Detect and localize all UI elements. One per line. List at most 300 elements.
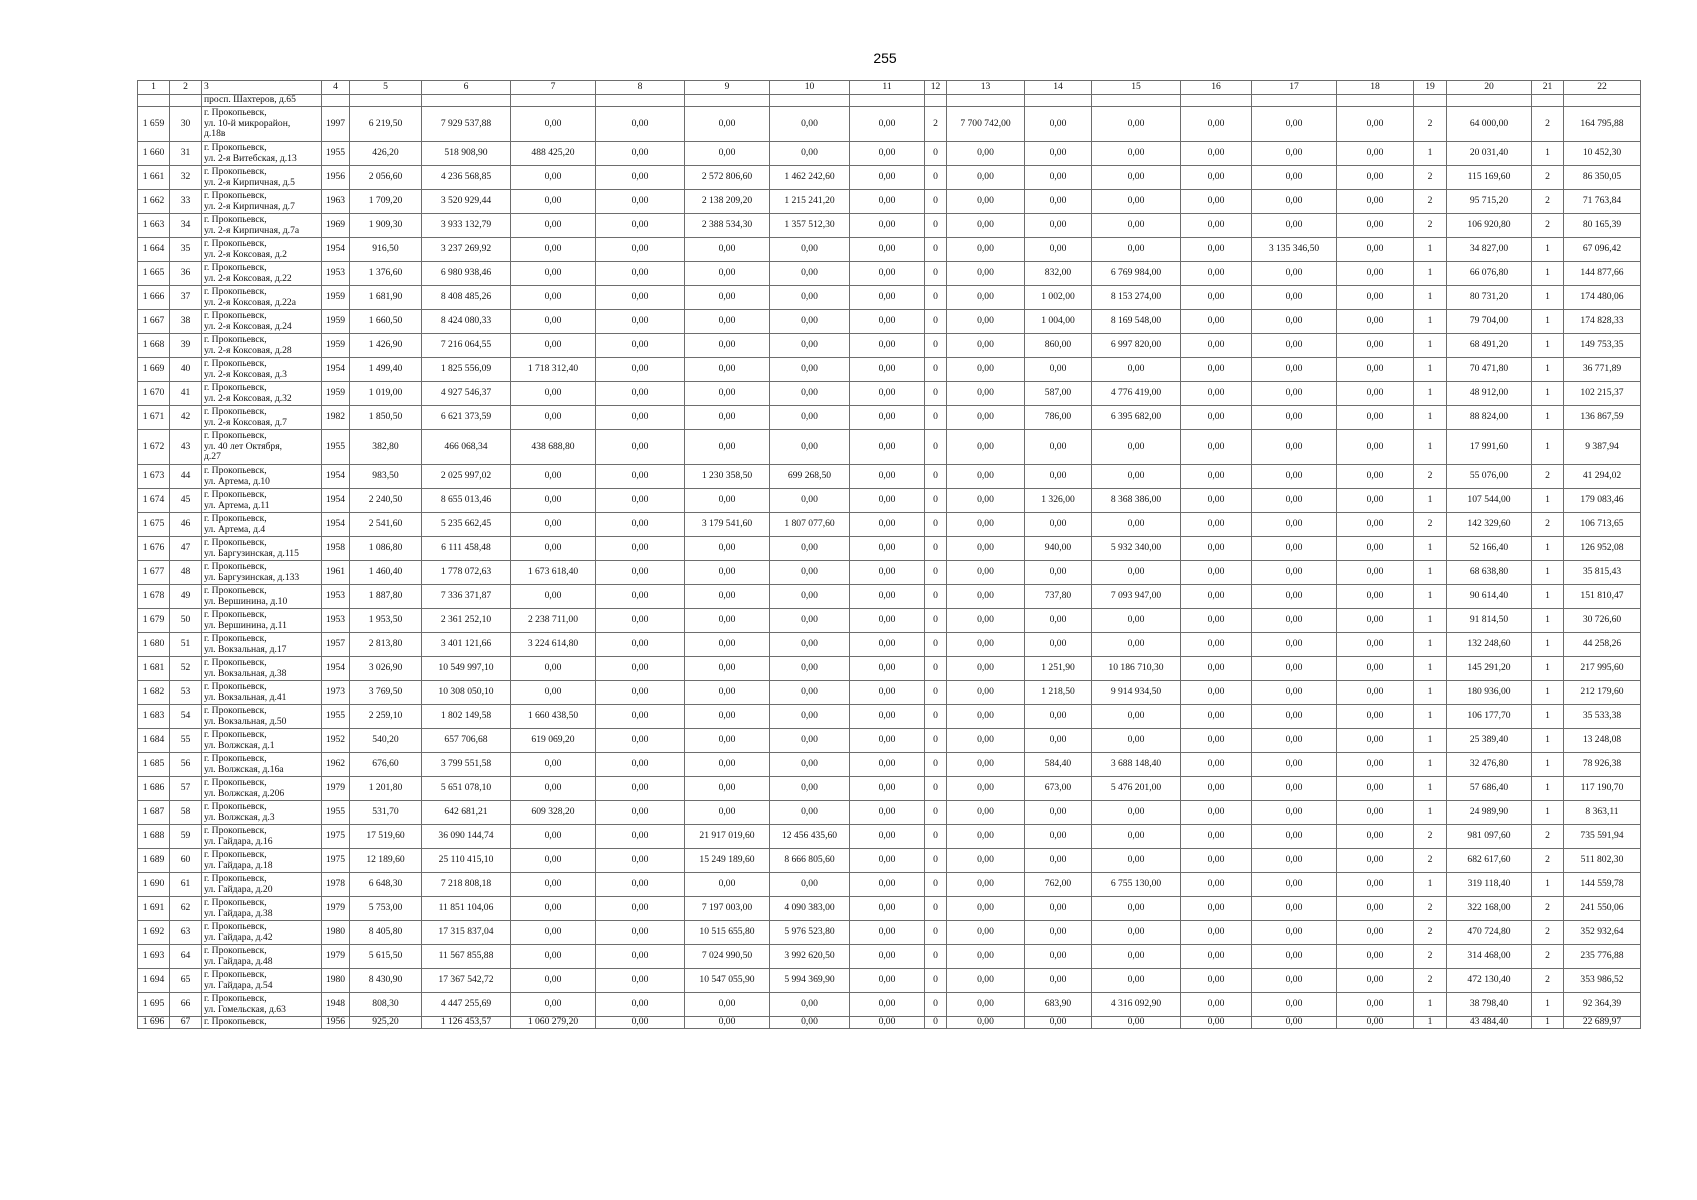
table-cell-col-14: 0,00: [1025, 142, 1092, 166]
table-cell-col-12: 0: [925, 945, 947, 969]
table-cell-col-3: г. Прокопьевск, ул. Вокзальная, д.41: [202, 681, 322, 705]
table-cell-col-17: 0,00: [1252, 969, 1337, 993]
table-cell-col-15: 0,00: [1092, 214, 1181, 238]
table-row: [138, 142, 1641, 166]
table-cell-col-14: 860,00: [1025, 334, 1092, 358]
table-cell-col-20: 106 177,70: [1447, 705, 1532, 729]
table-cell-col-18: 0,00: [1337, 238, 1414, 262]
table-cell-col-22: 22: [1564, 81, 1641, 95]
table-cell-col-15: 0,00: [1092, 801, 1181, 825]
table-cell-col-6: 2 025 997,02: [422, 465, 511, 489]
table-cell-col-19: 1: [1414, 993, 1447, 1017]
table-cell-col-13: 0,00: [947, 993, 1025, 1017]
table-cell-col-16: 0,00: [1181, 873, 1252, 897]
table-cell-col-9: 0,00: [685, 1017, 770, 1029]
table-cell-col-12: [925, 95, 947, 107]
table-cell-col-14: 0,00: [1025, 849, 1092, 873]
table-cell-col-1: 1 695: [138, 993, 170, 1017]
table-cell-col-2: [170, 95, 202, 107]
table-row: [138, 166, 1641, 190]
table-cell-col-11: 0,00: [850, 142, 925, 166]
table-cell-col-2: 34: [170, 214, 202, 238]
table-cell-col-8: 0,00: [596, 382, 685, 406]
table-cell-col-9: 0,00: [685, 286, 770, 310]
table-cell-col-7: 0,00: [511, 262, 596, 286]
table-cell-col-18: 0,00: [1337, 849, 1414, 873]
table-cell-col-7: 1 660 438,50: [511, 705, 596, 729]
table-cell-col-20: 68 491,20: [1447, 334, 1532, 358]
table-cell-col-9: 0,00: [685, 107, 770, 142]
table-cell-col-13: 0,00: [947, 1017, 1025, 1029]
table-cell-col-16: 0,00: [1181, 334, 1252, 358]
page-number: 255: [873, 50, 897, 66]
table-cell-col-1: 1 663: [138, 214, 170, 238]
table-cell-col-14: 0,00: [1025, 238, 1092, 262]
table-cell-col-5: 2 056,60: [350, 166, 422, 190]
table-cell-col-10: 0,00: [770, 430, 850, 465]
table-cell-col-18: 18: [1337, 81, 1414, 95]
table-cell-col-1: 1 682: [138, 681, 170, 705]
table-cell-col-2: 41: [170, 382, 202, 406]
table-cell-col-21: 1: [1532, 238, 1564, 262]
table-cell-col-13: 0,00: [947, 945, 1025, 969]
table-cell-col-15: 0,00: [1092, 1017, 1181, 1029]
table-cell-col-14: [1025, 95, 1092, 107]
table-cell-col-10: 10: [770, 81, 850, 95]
table-cell-col-12: 0: [925, 430, 947, 465]
table-row: [138, 729, 1641, 753]
table-cell-col-3: г. Прокопьевск, ул. Волжская, д.3: [202, 801, 322, 825]
table-row: [138, 945, 1641, 969]
table-cell-col-22: 35 533,38: [1564, 705, 1641, 729]
table-cell-col-4: 1953: [322, 262, 350, 286]
table-cell-col-9: 0,00: [685, 993, 770, 1017]
table-cell-col-7: [511, 95, 596, 107]
table-cell-col-19: 1: [1414, 753, 1447, 777]
table-cell-col-16: 0,00: [1181, 238, 1252, 262]
table-cell-col-22: 8 363,11: [1564, 801, 1641, 825]
table-cell-col-14: 762,00: [1025, 873, 1092, 897]
table-cell-col-21: 1: [1532, 657, 1564, 681]
table-cell-col-15: 0,00: [1092, 190, 1181, 214]
table-cell-col-16: 0,00: [1181, 286, 1252, 310]
table-cell-col-15: 6 769 984,00: [1092, 262, 1181, 286]
table-cell-col-13: 0,00: [947, 142, 1025, 166]
table-cell-col-10: 0,00: [770, 681, 850, 705]
table-cell-col-10: 0,00: [770, 585, 850, 609]
table-cell-col-2: 49: [170, 585, 202, 609]
table-cell-col-13: 0,00: [947, 406, 1025, 430]
table-row: [138, 993, 1641, 1017]
table-cell-col-20: 66 076,80: [1447, 262, 1532, 286]
table-cell-col-21: 1: [1532, 561, 1564, 585]
table-cell-col-1: 1 676: [138, 537, 170, 561]
table-cell-col-22: 144 877,66: [1564, 262, 1641, 286]
table-cell-col-12: 0: [925, 190, 947, 214]
table-cell-col-19: 1: [1414, 777, 1447, 801]
table-cell-col-10: 0,00: [770, 729, 850, 753]
table-cell-col-7: 488 425,20: [511, 142, 596, 166]
table-cell-col-20: 115 169,60: [1447, 166, 1532, 190]
table-cell-col-6: 3 520 929,44: [422, 190, 511, 214]
table-cell-col-22: 212 179,60: [1564, 681, 1641, 705]
table-cell-col-8: 0,00: [596, 214, 685, 238]
table-cell-col-5: 1 460,40: [350, 561, 422, 585]
table-cell-col-4: 1959: [322, 310, 350, 334]
table-cell-col-18: 0,00: [1337, 921, 1414, 945]
table-cell-col-17: 0,00: [1252, 825, 1337, 849]
table-cell-col-6: 10 308 050,10: [422, 681, 511, 705]
table-cell-col-3: г. Прокопьевск, ул. Вершинина, д.10: [202, 585, 322, 609]
table-cell-col-4: 1954: [322, 238, 350, 262]
table-cell-col-22: 144 559,78: [1564, 873, 1641, 897]
table-cell-col-21: 2: [1532, 969, 1564, 993]
table-cell-col-13: 0,00: [947, 705, 1025, 729]
table-cell-col-7: 2 238 711,00: [511, 609, 596, 633]
table-cell-col-18: 0,00: [1337, 142, 1414, 166]
table-cell-col-11: 0,00: [850, 286, 925, 310]
table-cell-col-2: 55: [170, 729, 202, 753]
table-cell-col-9: 0,00: [685, 753, 770, 777]
table-cell-col-2: 32: [170, 166, 202, 190]
table-cell-col-5: 426,20: [350, 142, 422, 166]
table-cell-col-8: 0,00: [596, 585, 685, 609]
table-cell-col-12: 0: [925, 238, 947, 262]
table-cell-col-15: 0,00: [1092, 465, 1181, 489]
table-cell-col-21: 1: [1532, 873, 1564, 897]
table-cell-col-18: 0,00: [1337, 825, 1414, 849]
table-cell-col-5: 8 430,90: [350, 969, 422, 993]
table-cell-col-4: 1980: [322, 921, 350, 945]
table-cell-col-15: 6 997 820,00: [1092, 334, 1181, 358]
table-cell-col-1: 1 687: [138, 801, 170, 825]
table-cell-col-13: 0,00: [947, 729, 1025, 753]
table-cell-col-9: 2 388 534,30: [685, 214, 770, 238]
table-cell-col-18: 0,00: [1337, 993, 1414, 1017]
table-cell-col-11: 0,00: [850, 561, 925, 585]
table-cell-col-4: 1959: [322, 286, 350, 310]
table-cell-col-20: 90 614,40: [1447, 585, 1532, 609]
table-cell-col-19: 2: [1414, 825, 1447, 849]
table-cell-col-19: 2: [1414, 897, 1447, 921]
table-cell-col-5: 1 086,80: [350, 537, 422, 561]
table-cell-col-13: 0,00: [947, 262, 1025, 286]
table-cell-col-4: 1954: [322, 489, 350, 513]
table-cell-col-10: 0,00: [770, 993, 850, 1017]
table-cell-col-10: 0,00: [770, 286, 850, 310]
table-cell-col-4: 1955: [322, 142, 350, 166]
table-cell-col-16: 0,00: [1181, 825, 1252, 849]
table-cell-col-1: 1 689: [138, 849, 170, 873]
table-cell-col-15: 6 755 130,00: [1092, 873, 1181, 897]
table-cell-col-16: 0,00: [1181, 358, 1252, 382]
table-cell-col-18: 0,00: [1337, 262, 1414, 286]
table-cell-col-16: 0,00: [1181, 801, 1252, 825]
table-cell-col-12: 0: [925, 921, 947, 945]
table-cell-col-11: 0,00: [850, 897, 925, 921]
table-cell-col-21: 2: [1532, 190, 1564, 214]
table-cell-col-2: 43: [170, 430, 202, 465]
table-cell-col-6: 3 933 132,79: [422, 214, 511, 238]
table-cell-col-6: 4 927 546,37: [422, 382, 511, 406]
table-cell-col-15: 0,00: [1092, 825, 1181, 849]
table-cell-col-17: 0,00: [1252, 142, 1337, 166]
table-cell-col-15: 8 153 274,00: [1092, 286, 1181, 310]
table-cell-col-15: 0,00: [1092, 142, 1181, 166]
table-cell-col-16: [1181, 95, 1252, 107]
table-cell-col-5: 6 648,30: [350, 873, 422, 897]
table-cell-col-12: 0: [925, 465, 947, 489]
table-cell-col-17: 0,00: [1252, 657, 1337, 681]
table-row: [138, 921, 1641, 945]
table-cell-col-18: 0,00: [1337, 753, 1414, 777]
table-cell-col-9: [685, 95, 770, 107]
table-cell-col-21: 1: [1532, 1017, 1564, 1029]
table-cell-col-8: 0,00: [596, 561, 685, 585]
table-cell-col-17: 0,00: [1252, 753, 1337, 777]
table-cell-col-15: 5 932 340,00: [1092, 537, 1181, 561]
table-cell-col-8: 0,00: [596, 897, 685, 921]
table-cell-col-2: 64: [170, 945, 202, 969]
table-cell-col-15: 0,00: [1092, 430, 1181, 465]
table-cell-col-14: 0,00: [1025, 897, 1092, 921]
table-cell-col-18: 0,00: [1337, 945, 1414, 969]
table-cell-col-5: 5 753,00: [350, 897, 422, 921]
table-cell-col-2: 59: [170, 825, 202, 849]
table-cell-col-6: 7 218 808,18: [422, 873, 511, 897]
table-row: [138, 358, 1641, 382]
table-cell-col-6: 1 825 556,09: [422, 358, 511, 382]
table-cell-col-2: 44: [170, 465, 202, 489]
table-cell-col-18: 0,00: [1337, 561, 1414, 585]
table-cell-col-19: 1: [1414, 334, 1447, 358]
table-cell-col-6: 4 447 255,69: [422, 993, 511, 1017]
table-cell-col-16: 0,00: [1181, 1017, 1252, 1029]
table-row: [138, 537, 1641, 561]
table-cell-col-18: 0,00: [1337, 969, 1414, 993]
table-cell-col-12: 0: [925, 585, 947, 609]
table-cell-col-17: 0,00: [1252, 430, 1337, 465]
table-cell-col-21: 1: [1532, 286, 1564, 310]
table-cell-col-6: 7 929 537,88: [422, 107, 511, 142]
table-cell-col-14: 1 002,00: [1025, 286, 1092, 310]
table-cell-col-21: 1: [1532, 142, 1564, 166]
table-cell-col-4: 1954: [322, 513, 350, 537]
table-cell-col-19: 1: [1414, 729, 1447, 753]
table-cell-col-21: 2: [1532, 166, 1564, 190]
table-cell-col-13: 7 700 742,00: [947, 107, 1025, 142]
table-cell-col-3: г. Прокопьевск, ул. Гайдара, д.48: [202, 945, 322, 969]
table-cell-col-16: 0,00: [1181, 993, 1252, 1017]
table-cell-col-18: 0,00: [1337, 777, 1414, 801]
table-cell-col-8: 0,00: [596, 430, 685, 465]
table-cell-col-21: 1: [1532, 489, 1564, 513]
table-cell-col-22: 22 689,97: [1564, 1017, 1641, 1029]
table-cell-col-8: 0,00: [596, 681, 685, 705]
table-cell-col-9: 0,00: [685, 585, 770, 609]
table-cell-col-17: 0,00: [1252, 729, 1337, 753]
table-cell-col-2: 53: [170, 681, 202, 705]
table-cell-col-16: 0,00: [1181, 465, 1252, 489]
table-cell-col-17: 0,00: [1252, 633, 1337, 657]
table-cell-col-1: 1 659: [138, 107, 170, 142]
table-cell-col-20: 322 168,00: [1447, 897, 1532, 921]
table-cell-col-3: г. Прокопьевск, ул. 2-я Кирпичная, д.7: [202, 190, 322, 214]
table-row: [138, 310, 1641, 334]
table-cell-col-10: 0,00: [770, 358, 850, 382]
table-cell-col-1: 1 691: [138, 897, 170, 921]
table-cell-col-22: 80 165,39: [1564, 214, 1641, 238]
table-cell-col-19: 1: [1414, 142, 1447, 166]
table-cell-col-17: 0,00: [1252, 107, 1337, 142]
table-cell-col-9: 1 230 358,50: [685, 465, 770, 489]
table-cell-col-19: 1: [1414, 537, 1447, 561]
table-cell-col-4: 1979: [322, 777, 350, 801]
table-cell-col-12: 0: [925, 537, 947, 561]
table-cell-col-10: 0,00: [770, 777, 850, 801]
table-cell-col-1: 1 665: [138, 262, 170, 286]
table-cell-col-9: 2 572 806,60: [685, 166, 770, 190]
table-cell-col-10: 0,00: [770, 705, 850, 729]
table-cell-col-18: 0,00: [1337, 310, 1414, 334]
table-cell-col-6: 8 408 485,26: [422, 286, 511, 310]
table-cell-col-17: 0,00: [1252, 681, 1337, 705]
table-cell-col-20: 24 989,90: [1447, 801, 1532, 825]
table-cell-col-9: 0,00: [685, 358, 770, 382]
table-cell-col-19: 1: [1414, 873, 1447, 897]
table-cell-col-3: г. Прокопьевск, ул. 2-я Коксовая, д.24: [202, 310, 322, 334]
table-cell-col-13: 0,00: [947, 214, 1025, 238]
table-cell-col-15: 0,00: [1092, 358, 1181, 382]
table-cell-col-8: 0,00: [596, 921, 685, 945]
table-cell-col-7: 0,00: [511, 537, 596, 561]
table-cell-col-9: 0,00: [685, 430, 770, 465]
table-cell-col-15: 4 776 419,00: [1092, 382, 1181, 406]
table-cell-col-8: 0,00: [596, 633, 685, 657]
table-cell-col-6: [422, 95, 511, 107]
table-cell-col-11: 0,00: [850, 705, 925, 729]
table-cell-col-8: 0,00: [596, 705, 685, 729]
table-cell-col-20: 142 329,60: [1447, 513, 1532, 537]
table-cell-col-17: 0,00: [1252, 921, 1337, 945]
table-cell-col-18: 0,00: [1337, 1017, 1414, 1029]
table-cell-col-1: 1 681: [138, 657, 170, 681]
table-cell-col-7: 0,00: [511, 238, 596, 262]
table-cell-col-21: 2: [1532, 945, 1564, 969]
table-cell-col-4: 1959: [322, 334, 350, 358]
table-cell-col-3: г. Прокопьевск, ул. Баргузинская, д.115: [202, 537, 322, 561]
table-cell-col-4: 1958: [322, 537, 350, 561]
table-cell-col-1: 1 680: [138, 633, 170, 657]
table-cell-col-3: г. Прокопьевск, ул. 40 лет Октября, д.27: [202, 430, 322, 465]
table-row: [138, 777, 1641, 801]
table-cell-col-19: 2: [1414, 465, 1447, 489]
table-cell-col-10: 0,00: [770, 262, 850, 286]
table-cell-col-21: 21: [1532, 81, 1564, 95]
table-cell-col-8: 0,00: [596, 729, 685, 753]
table-row: [138, 873, 1641, 897]
table-cell-col-11: 0,00: [850, 406, 925, 430]
table-cell-col-17: 0,00: [1252, 537, 1337, 561]
table-cell-col-10: 0,00: [770, 489, 850, 513]
table-cell-col-15: 0,00: [1092, 969, 1181, 993]
table-cell-col-8: 0,00: [596, 873, 685, 897]
table-cell-col-12: 2: [925, 107, 947, 142]
table-cell-col-21: 1: [1532, 406, 1564, 430]
table-cell-col-12: 0: [925, 561, 947, 585]
table-cell-col-11: 0,00: [850, 729, 925, 753]
table-cell-col-21: 2: [1532, 921, 1564, 945]
table-cell-col-7: 438 688,80: [511, 430, 596, 465]
table-cell-col-7: 0,00: [511, 382, 596, 406]
table-cell-col-8: 0,00: [596, 489, 685, 513]
table-cell-col-3: г. Прокопьевск, ул. Гайдара, д.16: [202, 825, 322, 849]
table-cell-col-10: 0,00: [770, 334, 850, 358]
table-cell-col-5: 1 909,30: [350, 214, 422, 238]
table-cell-col-13: 0,00: [947, 489, 1025, 513]
table-cell-col-19: 1: [1414, 358, 1447, 382]
table-cell-col-2: 31: [170, 142, 202, 166]
table-cell-col-14: 737,80: [1025, 585, 1092, 609]
table-cell-col-14: 1 004,00: [1025, 310, 1092, 334]
table-cell-col-19: 2: [1414, 849, 1447, 873]
table-cell-col-11: 0,00: [850, 489, 925, 513]
table-cell-col-7: 0,00: [511, 585, 596, 609]
table-cell-col-10: 0,00: [770, 657, 850, 681]
table-cell-col-10: 1 215 241,20: [770, 190, 850, 214]
table-row: [138, 825, 1641, 849]
table-cell-col-1: 1 662: [138, 190, 170, 214]
table-cell-col-3: г. Прокопьевск, ул. Гайдара, д.38: [202, 897, 322, 921]
table-cell-col-2: 2: [170, 81, 202, 95]
table-cell-col-10: 8 666 805,60: [770, 849, 850, 873]
table-cell-col-19: 1: [1414, 705, 1447, 729]
table-cell-col-22: [1564, 95, 1641, 107]
table-cell-col-4: 1980: [322, 969, 350, 993]
table-cell-col-18: 0,00: [1337, 609, 1414, 633]
table-cell-col-1: 1 664: [138, 238, 170, 262]
table-cell-col-12: 0: [925, 142, 947, 166]
table-cell-col-7: 3 224 614,80: [511, 633, 596, 657]
table-cell-col-16: 0,00: [1181, 897, 1252, 921]
table-cell-col-3: г. Прокопьевск, ул. Волжская, д.206: [202, 777, 322, 801]
table-cell-col-22: 44 258,26: [1564, 633, 1641, 657]
table-cell-col-12: 0: [925, 897, 947, 921]
table-cell-col-8: [596, 95, 685, 107]
table-cell-col-13: 0,00: [947, 969, 1025, 993]
table-cell-col-3: г. Прокопьевск,: [202, 1017, 322, 1029]
table-cell-col-17: 0,00: [1252, 585, 1337, 609]
table-cell-col-19: 1: [1414, 310, 1447, 334]
table-cell-col-12: 0: [925, 729, 947, 753]
table-cell-col-19: 1: [1414, 681, 1447, 705]
table-cell-col-10: 0,00: [770, 753, 850, 777]
table-row: [138, 705, 1641, 729]
table-cell-col-19: 1: [1414, 406, 1447, 430]
table-cell-col-3: просп. Шахтеров, д.65: [202, 95, 322, 107]
table-cell-col-7: 0,00: [511, 897, 596, 921]
table-cell-col-9: 10 515 655,80: [685, 921, 770, 945]
table-cell-col-14: 940,00: [1025, 537, 1092, 561]
table-cell-col-19: 1: [1414, 430, 1447, 465]
table-cell-col-19: 1: [1414, 262, 1447, 286]
table-cell-col-18: 0,00: [1337, 729, 1414, 753]
table-cell-col-11: 0,00: [850, 358, 925, 382]
table-cell-col-5: 12 189,60: [350, 849, 422, 873]
table-cell-col-7: 0,00: [511, 334, 596, 358]
table-cell-col-14: 673,00: [1025, 777, 1092, 801]
table-cell-col-4: 1954: [322, 465, 350, 489]
